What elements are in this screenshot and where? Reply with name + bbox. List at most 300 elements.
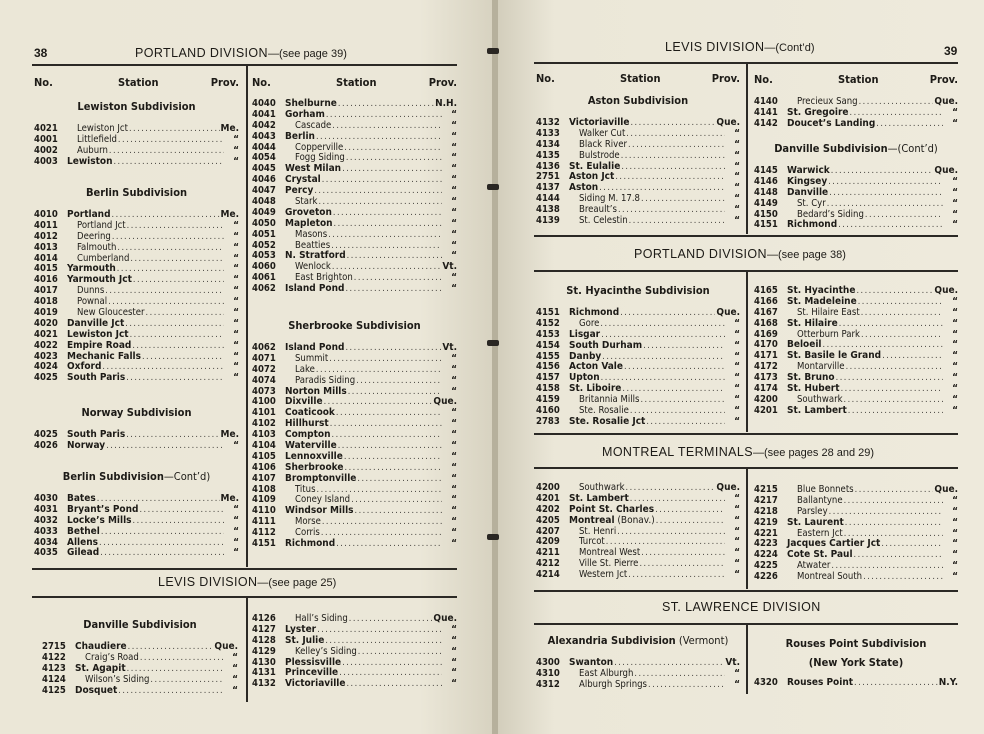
station-row: [34, 264, 239, 275]
dot-leader: [829, 188, 943, 199]
station-row: [754, 373, 958, 384]
station-number: 4014: [34, 252, 58, 264]
station-number: 2751: [536, 171, 560, 183]
station-number: 4218: [754, 505, 778, 517]
station-name-text: St. Julie: [285, 634, 325, 646]
province: “: [734, 317, 740, 329]
dot-leader: [126, 430, 219, 441]
station-name-text: Masons: [295, 228, 328, 240]
station-name-text: Richmond: [787, 219, 838, 231]
rule: [534, 433, 958, 435]
station-row: [754, 119, 958, 130]
station-name: [569, 570, 627, 581]
station-name-text: Warwick: [787, 165, 830, 176]
station-row: [34, 505, 239, 516]
station-number: 4112: [252, 527, 276, 539]
province: “: [952, 317, 958, 329]
station-row: [252, 110, 457, 121]
station-row: [754, 550, 958, 561]
dot-leader: [117, 243, 224, 254]
province: “: [451, 407, 457, 419]
province: “: [233, 339, 239, 351]
station-row: [252, 679, 457, 690]
station-row: [536, 570, 740, 581]
province: “: [734, 361, 740, 373]
station-name-text: St. Gregoire: [787, 106, 849, 118]
province: “: [233, 144, 239, 156]
berlin-subdivision-cont: [252, 99, 457, 295]
station-name-text: Empire Road: [67, 339, 132, 351]
station-row: [252, 647, 457, 658]
station-list: [34, 210, 239, 384]
station-name-text: Sherbrooke: [285, 461, 344, 473]
station-name: [787, 119, 875, 130]
dot-leader: [345, 343, 441, 354]
station-number: 4127: [252, 623, 276, 635]
station-name: [787, 678, 853, 689]
station-row: [536, 417, 740, 428]
dot-leader: [118, 686, 223, 697]
station-row: [34, 286, 239, 297]
dot-leader: [112, 232, 224, 243]
st-lawrence-division-heading: ST. LAWRENCE DIVISION: [662, 600, 821, 614]
station-name-text: Beatties: [295, 239, 331, 251]
station-row: [536, 162, 740, 173]
dot-leader: [634, 669, 725, 680]
subdivision-name: Berlin Subdivision: [85, 186, 188, 199]
station-name-text: Gore: [579, 317, 600, 329]
station-number: 4151: [536, 307, 560, 318]
province: “: [233, 350, 239, 362]
station-name-text: Bulstrode: [579, 149, 620, 161]
station-row: [754, 678, 958, 689]
dot-leader: [342, 164, 442, 175]
station-number: 4135: [536, 149, 560, 161]
station-list: [42, 642, 238, 696]
dot-leader: [626, 129, 725, 140]
station-name-text: Black River: [579, 138, 627, 150]
province: “: [451, 228, 457, 240]
station-name: [569, 216, 628, 227]
dot-leader: [882, 351, 943, 362]
station-row: [252, 506, 457, 517]
province: “: [451, 385, 457, 397]
station-number: 4002: [34, 144, 58, 156]
dot-leader: [113, 157, 224, 168]
station-row: [536, 395, 740, 406]
province: “: [233, 317, 239, 329]
station-row: [536, 559, 740, 570]
station-number: 4168: [754, 317, 778, 329]
station-number: 4169: [754, 328, 778, 340]
station-name-text: Dosquet: [75, 684, 118, 696]
dot-leader: [150, 675, 223, 686]
province: “: [734, 678, 740, 690]
dot-leader: [358, 647, 442, 658]
station-name-text: Lewiston Jct: [67, 328, 129, 340]
station-name-text: Jacques Cartier Jct: [787, 538, 881, 550]
station-name-text: Groveton: [285, 206, 332, 218]
subdivision-name: Sherbrooke Subdivision: [288, 319, 421, 332]
station-name-text: Alburgh Springs: [579, 678, 648, 690]
province: “: [734, 383, 740, 395]
province: “: [233, 503, 239, 515]
station-number: 4048: [252, 196, 276, 208]
station-row: [252, 284, 457, 295]
province: “: [451, 450, 457, 462]
province: “: [734, 514, 740, 526]
dot-leader: [838, 220, 943, 231]
dot-leader: [641, 548, 725, 559]
station-number: 4223: [754, 538, 778, 550]
station-number: 4025: [34, 429, 58, 440]
station-number: 4167: [754, 306, 778, 318]
province: “: [233, 307, 239, 319]
dot-leader: [140, 653, 223, 664]
station-row: [536, 205, 740, 216]
province: “: [734, 339, 740, 351]
station-name-text: Southwark: [797, 393, 843, 405]
station-number: 4202: [536, 503, 560, 515]
dot-leader: [332, 430, 443, 441]
dot-leader: [347, 251, 442, 262]
station-number: 4041: [252, 108, 276, 120]
station-number: 4134: [536, 138, 560, 150]
station-name-text: Shelburne: [285, 98, 337, 109]
province: “: [233, 285, 239, 297]
subdivision-title: [34, 100, 239, 113]
province: “: [451, 494, 457, 506]
station-row: [34, 135, 239, 146]
dot-leader: [655, 505, 725, 516]
sherbrooke-subdivision: [252, 319, 457, 550]
berlin-subdivision: [34, 186, 239, 384]
station-row: [252, 441, 457, 452]
station-name-text: Norway: [67, 439, 106, 451]
province: “: [451, 527, 457, 539]
station-number: 4074: [252, 374, 276, 386]
dot-leader: [643, 341, 725, 352]
station-number: 4030: [34, 493, 58, 504]
station-row: [34, 221, 239, 232]
station-number: 4144: [536, 193, 560, 205]
column-headers: [536, 72, 740, 86]
province: “: [734, 204, 740, 216]
dot-leader: [338, 441, 442, 452]
station-name-text: Breault’s: [579, 204, 617, 216]
province: “: [233, 439, 239, 451]
dot-leader: [129, 124, 220, 135]
province: “: [451, 516, 457, 528]
header-prov: Prov.: [210, 76, 239, 89]
station-number: 4153: [536, 328, 560, 340]
station-name: [569, 417, 645, 428]
station-name-text: Richmond: [285, 538, 336, 550]
station-row: [34, 527, 239, 538]
station-number: 4150: [754, 208, 778, 220]
station-name-text: New Gloucester: [77, 307, 145, 319]
dot-leader: [844, 496, 943, 507]
danville-subdivision-contd: [754, 142, 958, 231]
province: “: [233, 241, 239, 253]
station-row: [34, 124, 239, 135]
berlin-subdivision-contd: [34, 470, 239, 559]
station-row: [754, 485, 958, 496]
station-name-text: Montreal West: [579, 547, 641, 559]
province: “: [952, 393, 958, 405]
dot-leader: [656, 516, 725, 527]
province: “: [734, 667, 740, 679]
station-number: 4052: [252, 239, 276, 251]
station-number: 4023: [34, 350, 58, 362]
station-number: 4148: [754, 186, 778, 198]
station-row: [34, 441, 239, 452]
station-number: 4207: [536, 525, 560, 537]
station-number: 4133: [536, 127, 560, 139]
station-number: 4160: [536, 405, 560, 417]
binding-stitch: [487, 534, 499, 540]
province: “: [233, 263, 239, 275]
dot-leader: [146, 308, 224, 319]
station-number: 4001: [34, 133, 58, 145]
station-name-text: Copperville: [295, 141, 344, 153]
header-no: No.: [252, 76, 271, 89]
province: “: [952, 383, 958, 395]
station-number: 4103: [252, 429, 276, 441]
station-row: [536, 172, 740, 183]
station-name-text: St. Lambert: [787, 404, 847, 416]
station-number: 4211: [536, 547, 560, 559]
province: “: [451, 483, 457, 495]
station-number: 4053: [252, 250, 276, 262]
station-row: [536, 216, 740, 227]
dot-leader: [357, 474, 442, 485]
station-number: 4158: [536, 383, 560, 395]
station-name-text: Crystal: [285, 174, 321, 186]
province: “: [451, 239, 457, 251]
dot-leader: [646, 417, 725, 428]
dot-leader: [331, 241, 442, 252]
station-row: [252, 121, 457, 132]
province: “: [952, 106, 958, 118]
province: Vt.: [442, 342, 457, 353]
station-row: [252, 614, 457, 625]
page-number-right: 39: [944, 44, 958, 58]
station-row: [536, 341, 740, 352]
dot-leader: [344, 452, 442, 463]
province: “: [734, 127, 740, 139]
station-row: [34, 157, 239, 168]
station-name-text: Wenlock: [295, 261, 331, 273]
dot-leader: [844, 395, 943, 406]
station-name-text: Littlefield: [77, 133, 117, 145]
binding-stitch: [487, 184, 499, 190]
portland-division-heading: PORTLAND DIVISION—(see page 39): [135, 46, 347, 60]
dot-leader: [342, 658, 442, 669]
dot-leader: [624, 362, 725, 373]
station-row: [252, 251, 457, 262]
province: “: [233, 219, 239, 231]
dot-leader: [133, 516, 224, 527]
dot-leader: [130, 330, 224, 341]
station-row: [252, 230, 457, 241]
province: “: [233, 547, 239, 559]
station-row: [252, 474, 457, 485]
station-row: [252, 430, 457, 441]
station-name-text: Ste. Rosalie Jct: [569, 415, 646, 427]
station-number: 4224: [754, 549, 778, 561]
province: Que.: [433, 613, 457, 624]
station-number: 4061: [252, 272, 276, 284]
dot-leader: [99, 538, 224, 549]
station-name-text: Kelley’s Siding: [295, 645, 357, 657]
rule: [32, 596, 457, 598]
montreal-terminals-list: [536, 483, 740, 581]
station-list: [536, 308, 740, 428]
header-prov: Prov.: [711, 72, 740, 85]
station-number: 4051: [252, 228, 276, 240]
station-number: 4050: [252, 217, 276, 229]
station-number: 4073: [252, 385, 276, 397]
station-number: 4026: [34, 439, 58, 451]
station-number: 4013: [34, 241, 58, 253]
dot-leader: [856, 286, 933, 297]
province: “: [233, 536, 239, 548]
dot-leader: [630, 118, 715, 129]
station-row: [536, 483, 740, 494]
station-row: [252, 625, 457, 636]
province: “: [952, 208, 958, 220]
dot-leader: [332, 121, 442, 132]
province: Me.: [220, 429, 239, 440]
province: Me.: [220, 493, 239, 504]
station-name-text: West Milan: [285, 163, 342, 175]
station-number: 4047: [252, 185, 276, 197]
subdivision-name: Danville Subdivision: [83, 618, 197, 631]
dot-leader: [142, 352, 224, 363]
station-number: 4044: [252, 141, 276, 153]
station-list: [754, 97, 958, 130]
dot-leader: [321, 528, 442, 539]
province: “: [952, 549, 958, 561]
station-number: 4154: [536, 339, 560, 351]
station-row: [34, 330, 239, 341]
subdivision-name: Berlin Subdivision: [62, 470, 164, 483]
station-list: [754, 678, 958, 689]
header-station: Station: [118, 76, 159, 89]
station-name-text: Montreal South: [797, 571, 863, 583]
station-number: 4124: [42, 673, 66, 685]
station-row: [34, 538, 239, 549]
station-name-text: Ste. Rosalie: [579, 405, 629, 417]
station-name-text: Danby: [569, 350, 602, 362]
rule: [534, 590, 958, 592]
station-name-text: St. Hubert: [787, 383, 840, 395]
station-row: [252, 186, 457, 197]
dot-leader: [861, 308, 943, 319]
province: “: [734, 328, 740, 340]
station-number: 4128: [252, 634, 276, 646]
province: “: [952, 494, 958, 506]
province: N.H.: [435, 98, 457, 109]
station-number: 4221: [754, 527, 778, 539]
station-name-text: Victoriaville: [285, 678, 346, 690]
province: “: [232, 662, 238, 674]
station-name-text: St. Hilaire East: [797, 306, 860, 318]
station-number: 4031: [34, 503, 58, 515]
dot-leader: [346, 153, 442, 164]
st-hyacinthe-subdivision: [536, 284, 740, 428]
station-number: 4072: [252, 363, 276, 375]
station-number: 4045: [252, 163, 276, 175]
station-row: [754, 572, 958, 583]
station-name-text: Norton Mills: [285, 385, 347, 397]
station-name-text: Ballantyne: [797, 494, 843, 506]
station-name-text: Swanton: [569, 657, 614, 668]
province: “: [734, 415, 740, 427]
dot-leader: [126, 373, 224, 384]
province: “: [952, 328, 958, 340]
header-prov: Prov.: [428, 76, 457, 89]
station-row: [754, 518, 958, 529]
levis-division-heading: LEVIS DIVISION—(see page 25): [158, 575, 337, 589]
station-number: 4109: [252, 494, 276, 506]
province: “: [451, 272, 457, 284]
station-name-text: Gilead: [67, 547, 100, 559]
province: Que.: [716, 307, 740, 318]
station-row: [252, 175, 457, 186]
header-station: Station: [620, 72, 661, 85]
province: “: [734, 193, 740, 205]
station-name-text: Falmouth: [77, 241, 117, 253]
province: “: [233, 274, 239, 286]
station-name-text: Percy: [285, 185, 314, 197]
station-row: [252, 485, 457, 496]
province: “: [734, 372, 740, 384]
station-name-text: Cascade: [295, 119, 332, 131]
station-number: 4173: [754, 372, 778, 384]
station-name-text: Dunns: [77, 285, 105, 297]
dot-leader: [845, 518, 943, 529]
province: “: [451, 141, 457, 153]
station-name-text: St. Madeleine: [787, 295, 857, 307]
province: “: [734, 171, 740, 183]
station-number: 4021: [34, 328, 58, 340]
province: “: [451, 119, 457, 131]
station-row: [252, 164, 457, 175]
station-name: [285, 539, 335, 550]
station-number: 4139: [536, 215, 560, 227]
right-column-2: [754, 73, 958, 231]
subdivision-name: St. Hyacinthe Subdivision: [566, 284, 710, 297]
station-name-text: Hall’s Siding: [295, 613, 348, 624]
station-number: 4170: [754, 339, 778, 351]
dot-leader: [326, 110, 442, 121]
subdivision-name: Lewiston Subdivision: [77, 100, 196, 113]
station-number: 4019: [34, 307, 58, 319]
station-note: (Bonav.): [614, 514, 655, 526]
station-number: 4107: [252, 472, 276, 484]
station-number: 4022: [34, 339, 58, 351]
station-row: [536, 151, 740, 162]
station-row: [536, 527, 740, 538]
province: “: [451, 163, 457, 175]
alexandria-subdivision: [536, 634, 740, 691]
station-name-text: Paradis Siding: [295, 374, 356, 386]
dot-leader: [106, 441, 224, 452]
station-name-text: Berlin: [285, 130, 315, 142]
station-row: [34, 308, 239, 319]
